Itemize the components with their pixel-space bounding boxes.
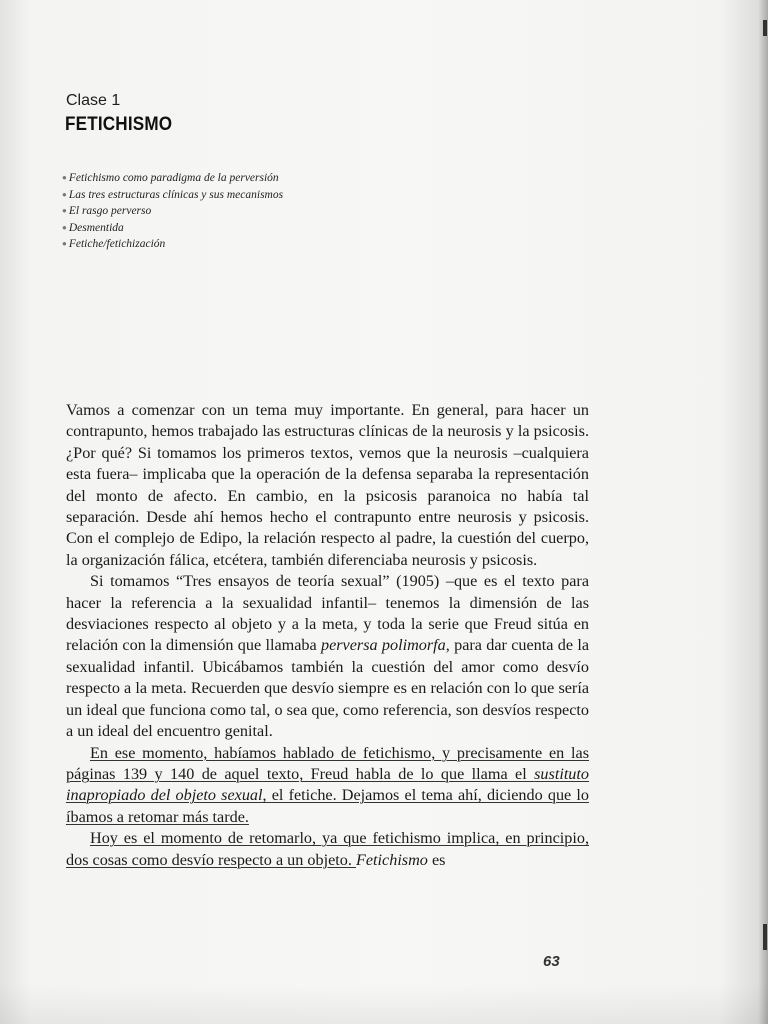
topic-item: ● El rasgo perverso	[62, 203, 283, 220]
topic-item: ● Fetiche/fetichización	[62, 236, 283, 253]
paragraph-3	[66, 743, 589, 829]
emphasis: Fetichismo	[355, 850, 428, 869]
topic-item: ● Fetichismo como paradigma de la perversión	[62, 170, 283, 187]
emphasis: perversa polimorfa	[320, 636, 446, 655]
paragraph-2: Si tomamos “Tres ensayos de teoría sexual” (1905) –que es el texto para hacer la referencia a la sexualidad infantil– tenemos la dimensión de las desviaciones respecto al objeto y a la meta, y toda la serie que Freud sitúa en relación con la dimensión que llamaba perversa polimorfa, para dar cuenta de la sexualidad infantil. Ubicábamos también la cuestión del amor como desvío respecto a la meta. Recuerden que desvío siempre es en relación con lo que sería un ideal que funciona como tal, o sea que, como referencia, son desvíos respecto a un ideal del encuentro genital.	[66, 572, 590, 741]
bullet-icon: ●	[62, 189, 67, 199]
class-label: Clase 1	[66, 92, 121, 109]
underlined-text: En ese momento, habíamos hablado de fetichismo, y precisamente en las páginas 139 y 140 de aquel texto, Freud habla de lo que llama el sustituto inapropiado del objeto sexual, el fetiche. Dejamos el tema ahí, diciendo que lo íbamos a retomar más tarde.	[66, 743, 589, 826]
page-number: 63	[543, 953, 560, 970]
emphasis: sustituto inapropiado del objeto sexual	[66, 764, 589, 805]
topics-list	[62, 170, 283, 253]
topic-item: ● Desmentida	[62, 220, 283, 237]
topic-item: ● Las tres estructuras clínicas y sus mecanismos	[62, 187, 283, 204]
edge-mark	[763, 924, 767, 950]
edge-mark	[763, 20, 767, 36]
underlined-text: Hoy es el momento de retomarlo, ya que fetichismo implica, en principio, dos cosas como desvío respecto a un objeto.	[66, 829, 589, 869]
bullet-icon: ●	[62, 239, 67, 248]
bullet-icon: ●	[62, 173, 67, 182]
paragraph-1: Vamos a comenzar con un tema muy importante. En general, para hacer un contrapunto, hemos trabajado las estructuras clínicas de la neurosis y la psicosis. ¿Por qué? Si tomamos los primeros textos, vemos que la neurosis –cualquiera esta fuera– implicaba que la operación de la defensa separaba la representación del monto de afecto. En cambio, en la psicosis paranoica no había tal separación. Desde ahí hemos hecho el contrapunto entre neurosis y psicosis. Con el complejo de Edipo, la relación respecto al padre, la cuestión del cuerpo, la organización fálica, etcétera, también diferenciaba neurosis y psicosis.	[66, 401, 589, 569]
chapter-title: FETICHISMO	[65, 114, 173, 135]
paragraph-4: Hoy es el momento de retomarlo, ya que fetichismo implica, en principio, dos cosas como desvío respecto a un objeto. Fetichismo es	[66, 829, 589, 869]
body-text	[66, 400, 589, 871]
bullet-icon: ●	[62, 222, 67, 232]
page-edge-shadow	[758, 0, 768, 1024]
bullet-icon: ●	[62, 206, 67, 215]
